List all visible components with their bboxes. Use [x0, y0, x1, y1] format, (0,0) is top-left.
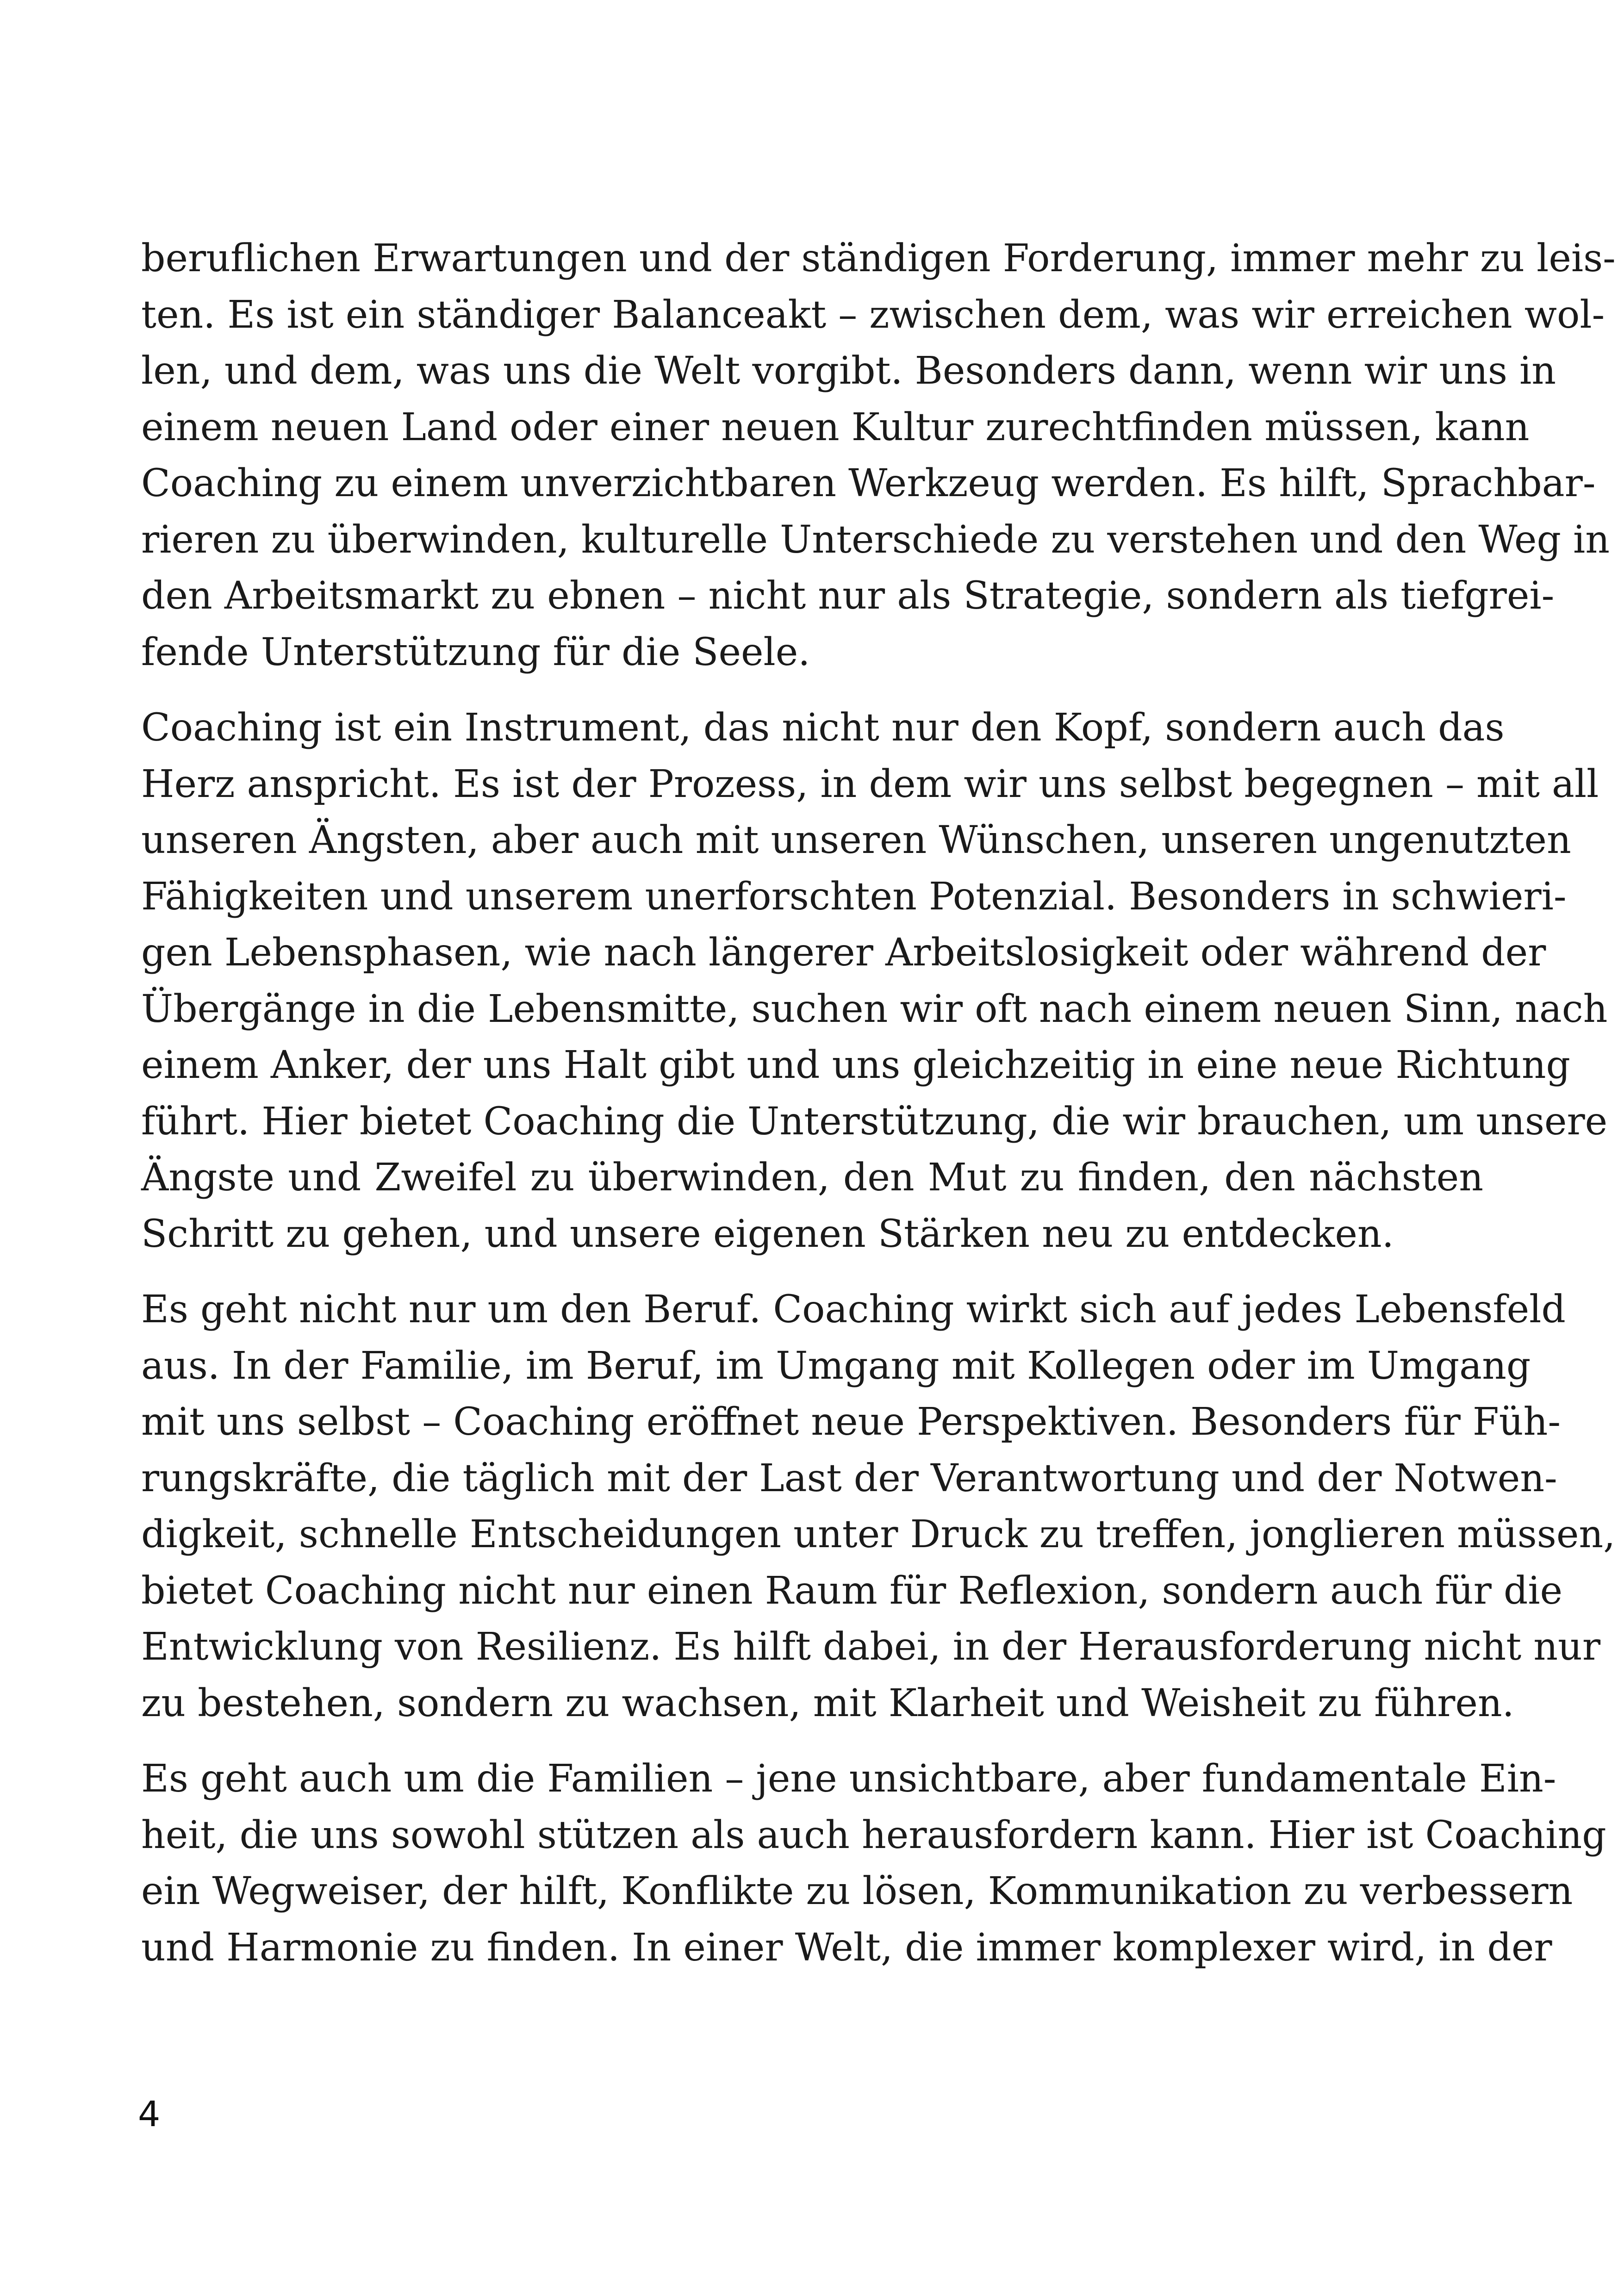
text-line: aus. In der Familie, im Beruf, im Umgang mit Kollegen oder im Umgang [141, 1344, 1531, 1388]
text-line: Übergänge in die Lebensmitte, suchen wir oft nach einem neuen Sinn, nach [141, 987, 1608, 1031]
body-text [141, 230, 1616, 1976]
text-line: Fähigkeiten und unserem unerforschten Potenzial. Besonders in schwieri- [141, 874, 1567, 919]
text-line: Herz anspricht. Es ist der Prozess, in dem wir uns selbst begegnen – mit all [141, 762, 1599, 806]
text-line: ten. Es ist ein ständiger Balanceakt – zwischen dem, was wir erreichen wol- [141, 292, 1605, 337]
paragraph-4 [141, 1751, 1606, 1976]
text-line: gen Lebensphasen, wie nach längerer Arbeitslosigkeit oder während der [141, 931, 1546, 975]
text-line: zu bestehen, sondern zu wachsen, mit Klarheit und Weisheit zu führen. [141, 1681, 1514, 1725]
text-line: Es geht nicht nur um den Beruf. Coaching wirkt sich auf jedes Lebensfeld [141, 1288, 1566, 1332]
text-line: Ängste und Zweifel zu überwinden, den Mut zu finden, den nächsten [141, 1156, 1483, 1200]
text-line: mit uns selbst – Coaching eröffnet neue Perspektiven. Besonders für Füh- [141, 1400, 1561, 1444]
text-line: heit, die uns sowohl stützen als auch herausfordern kann. Hier ist Coaching [141, 1813, 1606, 1857]
text-line: Entwicklung von Resilienz. Es hilft dabei, in der Herausforderung nicht nur [141, 1625, 1601, 1669]
text-line: beruflichen Erwartungen und der ständigen Forderung, immer mehr zu leis- [141, 236, 1616, 280]
text-line: und Harmonie zu finden. In einer Welt, die immer komplexer wird, in der [141, 1925, 1552, 1970]
paragraph-1 [141, 230, 1616, 680]
text-line: den Arbeitsmarkt zu ebnen – nicht nur als Strategie, sondern als tiefgrei- [141, 574, 1555, 618]
text-line: len, und dem, was uns die Welt vorgibt. Besonders dann, wenn wir uns in [141, 349, 1556, 393]
text-line: ein Wegweiser, der hilft, Konflikte zu lösen, Kommunikation zu verbessern [141, 1869, 1573, 1913]
text-line: führt. Hier bietet Coaching die Unterstützung, die wir brauchen, um unsere [141, 1099, 1608, 1144]
text-line: bietet Coaching nicht nur einen Raum für Reflexion, sondern auch für die [141, 1568, 1563, 1613]
text-line: rungskräfte, die täglich mit der Last der Verantwortung und der Notwen- [141, 1456, 1557, 1500]
text-line: fende Unterstützung für die Seele. [141, 630, 810, 674]
paragraph-2 [141, 700, 1608, 1262]
text-line: Es geht auch um die Familien – jene unsichtbare, aber fundamentale Ein- [141, 1757, 1556, 1801]
paragraph-3 [141, 1282, 1616, 1731]
text-line: einem neuen Land oder einer neuen Kultur zurechtfinden müssen, kann [141, 405, 1530, 449]
text-line: digkeit, schnelle Entscheidungen unter Druck zu treffen, jonglieren müssen, [141, 1512, 1616, 1556]
text-line: Coaching ist ein Instrument, das nicht nur den Kopf, sondern auch das [141, 706, 1505, 750]
text-line: rieren zu überwinden, kulturelle Unterschiede zu verstehen und den Weg in [141, 517, 1610, 562]
text-line: einem Anker, der uns Halt gibt und uns gleichzeitig in eine neue Richtung [141, 1043, 1571, 1087]
text-line: unseren Ängsten, aber auch mit unseren Wünschen, unseren ungenutzten [141, 818, 1571, 862]
page-number: 4 [138, 2093, 161, 2134]
text-line: Coaching zu einem unverzichtbaren Werkzeug werden. Es hilft, Sprachbar- [141, 461, 1596, 505]
text-line: Schritt zu gehen, und unsere eigenen Stärken neu zu entdecken. [141, 1212, 1394, 1256]
